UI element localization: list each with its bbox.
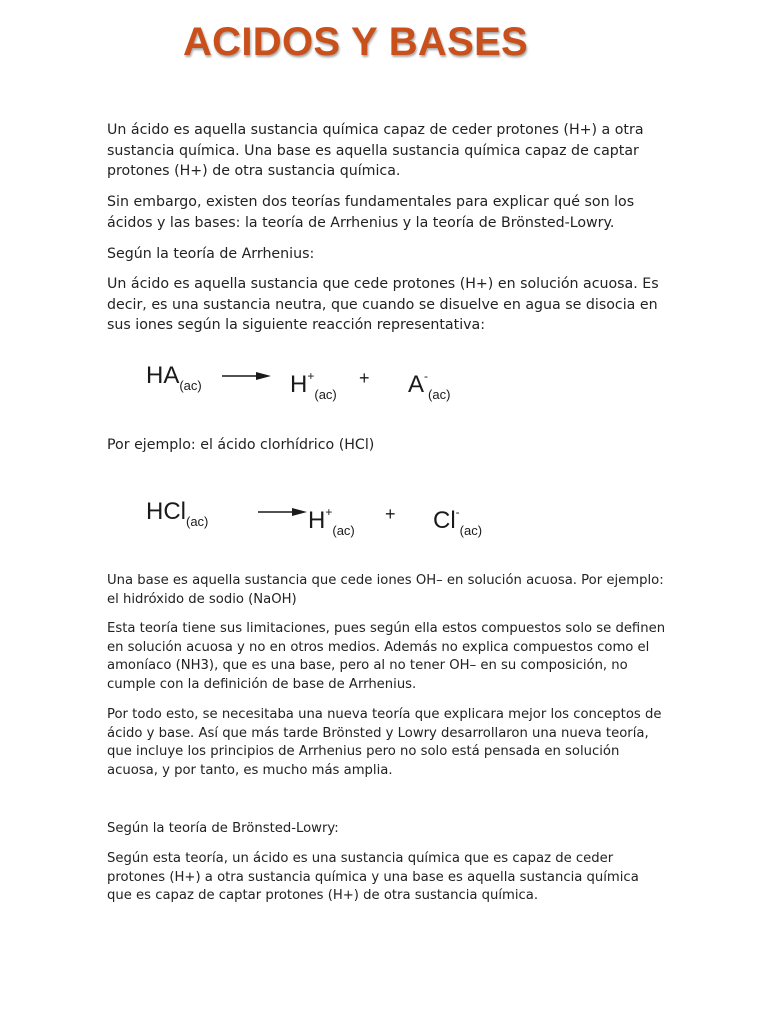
equation-reactant: HCl$_{(ac)}$ [146,498,209,529]
equation-product-proton: $H^+_{(ac)}$ [308,505,355,538]
paragraph-example-hcl: Por ejemplo: el ácido clorhídrico (HCl) [107,437,375,453]
page-title: ACIDOS Y BASES [183,20,529,64]
reaction-arrow-icon [258,506,308,518]
paragraph-arrhenius-base: Una base es aquella sustancia que cede iones OH– en solución acuosa. Por ejemplo: el hidróxido de sodio (NaOH) [107,573,664,607]
paragraph-arrhenius-acid: Un ácido es aquella sustancia que cede protones (H+) en solución acuosa. Es decir, es una sustancia neutra, que cuando se disuelve en agua se disocia en sus iones según la siguiente reacción representativa: [107,276,659,333]
equation-generic-acid [146,362,466,402]
equation-product-anion: $A^-_{(ac)}$ [408,369,451,402]
equation-product-proton: $H^+_{(ac)}$ [290,369,337,402]
equation-hcl [146,498,506,538]
reaction-arrow-icon [222,370,272,382]
paragraph-limitations: Esta teoría tiene sus limitaciones, pues según ella estos compuestos solo se definen en solución acuosa y no en otros medios. Además no explica compuestos como el amoníaco (NH3), que es una base, pero al no tener OH– en su composición, no cumple con la definición de base de Arrhenius. [107,621,666,692]
paragraph-new-theory: Por todo esto, se necesitaba una nueva teoría que explicara mejor los conceptos de ácido y base. Así que más tarde Brönsted y Lowry desarrollaron una nueva teoría, que incluye los principios de Arrhenius pero no solo está pensada en solución acuosa, y por tanto, es mucho más amplia. [107,707,662,778]
paragraph-theories: Sin embargo, existen dos teorías fundamentales para explicar qué son los ácidos y las bases: la teoría de Arrhenius y la teoría de Brönsted-Lowry. [107,194,635,231]
equation-product-chloride: $Cl^-_{(ac)}$ [433,505,483,538]
paragraph-bronsted-heading: Según la teoría de Brönsted-Lowry: [107,821,339,836]
equation-plus: + [385,504,396,524]
equation-reactant: $HA_{(ac)}$ [146,362,202,393]
equation-plus: + [359,368,370,388]
paragraph-bronsted-definition: Según esta teoría, un ácido es una sustancia química que es capaz de ceder protones (H+) a otra sustancia química y una base es aquella sustancia química que es capaz de captar protones (H+) de otra sustancia química. [107,851,639,903]
paragraph-arrhenius-heading: Según la teoría de Arrhenius: [107,246,315,262]
paragraph-definition: Un ácido es aquella sustancia química capaz de ceder protones (H+) a otra sustancia química. Una base es aquella sustancia química capaz de captar protones (H+) de otra sustancia química. [107,122,644,179]
